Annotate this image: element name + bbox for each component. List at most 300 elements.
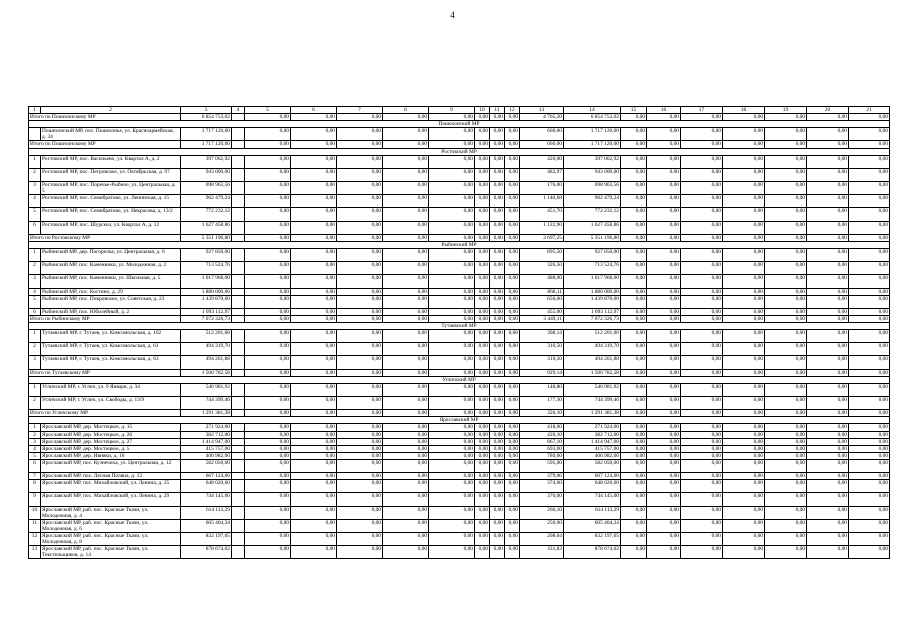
address-cell: Рыбинский МР, пос. Каменники, ул. Молодежная, д. 2 <box>41 262 181 275</box>
value-cell: 0,00 <box>621 397 647 410</box>
value-cell <box>232 315 245 322</box>
value-cell: 943 000,00 <box>564 168 621 181</box>
value-cell <box>232 155 245 168</box>
value-cell: 0,00 <box>337 288 383 295</box>
value-cell: 0,00 <box>475 315 490 322</box>
value-cell: 0,00 <box>723 438 765 445</box>
value-cell: 0,00 <box>621 519 647 532</box>
value-cell: 0,00 <box>337 383 383 396</box>
value-cell <box>232 128 245 141</box>
value-cell: 0,00 <box>245 330 291 343</box>
value-cell: 0,00 <box>681 343 723 356</box>
address-cell: Тутаевский МР, г. Тутаев, ул. Комсомольская, д. 102 <box>41 330 181 343</box>
address-cell: Ярославский МР, раб. пос. Красные Ткачи, ул. Молодежная, д. 4 <box>41 506 181 519</box>
value-cell: 0,00 <box>429 445 475 452</box>
value-cell: 0,00 <box>681 155 723 168</box>
value-cell: 595,00 <box>520 459 564 472</box>
value-cell: 0,00 <box>849 424 890 431</box>
address-cell: Угличский МР, г. Углич, ул. 9 Января, д. 34 <box>41 383 181 396</box>
value-cell: 0,00 <box>383 221 429 234</box>
address-cell: Ярославский МР, дер. Мостецкое, д. 15 <box>41 424 181 431</box>
value-cell: 660,00 <box>520 141 564 148</box>
value-cell: 0,00 <box>337 506 383 519</box>
value-cell: 0,00 <box>429 459 475 472</box>
value-cell: 1 500 782,58 <box>564 369 621 376</box>
value-cell: 0,00 <box>621 288 647 295</box>
value-cell: 0,00 <box>505 343 520 356</box>
value-cell: 0,00 <box>505 248 520 261</box>
address-cell: Ярославский МР, пос. Михайловский, ул. Ленина, д. 29 <box>41 493 181 506</box>
column-header: 20 <box>807 107 849 114</box>
value-cell: 0,00 <box>490 445 505 452</box>
value-cell: 0,00 <box>245 128 291 141</box>
value-cell: 0,00 <box>291 208 337 221</box>
value-cell: 0,00 <box>681 262 723 275</box>
address-cell: Ростовский МР, пос. Петровское, ул. Октябрьская, д. 97 <box>41 168 181 181</box>
value-cell: 176,00 <box>520 182 564 195</box>
row-index: 2 <box>29 397 41 410</box>
value-cell: 1 093 112,97 <box>181 308 232 315</box>
value-cell: 0,00 <box>337 208 383 221</box>
value-cell: 713 524,76 <box>564 262 621 275</box>
value-cell: 0,00 <box>429 221 475 234</box>
address-cell: Рыбинский МР, дер. Погорелка, ул. Центральная, д. 6 <box>41 248 181 261</box>
value-cell: 0,00 <box>765 356 807 369</box>
value-cell: 0,00 <box>429 397 475 410</box>
value-cell: 0,00 <box>621 248 647 261</box>
value-cell: 0,00 <box>723 248 765 261</box>
value-cell: 0,00 <box>765 128 807 141</box>
value-cell <box>232 424 245 431</box>
value-cell: 0,00 <box>291 248 337 261</box>
address-cell: Ярославский МР, пос. Кузнечиха, ул. Центральная, д. 12 <box>41 459 181 472</box>
value-cell: 0,00 <box>490 431 505 438</box>
value-cell: 0,00 <box>475 114 490 121</box>
value-cell: 1 140,68 <box>520 195 564 208</box>
value-cell: 0,00 <box>245 182 291 195</box>
value-cell: 0,00 <box>429 431 475 438</box>
value-cell: 0,00 <box>383 452 429 459</box>
value-cell: 0,00 <box>681 532 723 545</box>
value-cell: 0,00 <box>647 546 681 559</box>
value-cell: 0,00 <box>475 397 490 410</box>
value-cell: 0,00 <box>475 532 490 545</box>
value-cell: 0,00 <box>647 330 681 343</box>
value-cell: 0,00 <box>337 343 383 356</box>
value-cell: 0,00 <box>681 248 723 261</box>
value-cell: 0,00 <box>337 221 383 234</box>
value-cell: 0,00 <box>429 383 475 396</box>
value-cell: 1 717 120,00 <box>564 128 621 141</box>
value-cell: 0,00 <box>429 248 475 261</box>
value-cell: 0,00 <box>621 155 647 168</box>
value-cell <box>232 182 245 195</box>
column-header: 21 <box>849 107 890 114</box>
value-cell: 0,00 <box>291 155 337 168</box>
address-cell: Ярославский МР, дер. Ивняки, д. 16 <box>41 452 181 459</box>
value-cell: 0,00 <box>849 356 890 369</box>
value-cell: 0,00 <box>490 424 505 431</box>
value-cell: 0,00 <box>291 295 337 308</box>
value-cell: 0,00 <box>849 459 890 472</box>
address-cell: Ростовский МР, пос. Поречье-Рыбное, ул. Центральная, д. 5 <box>41 182 181 195</box>
value-cell: 0,00 <box>475 248 490 261</box>
value-cell: 0,00 <box>807 532 849 545</box>
value-cell: 0,00 <box>291 141 337 148</box>
value-cell: 0,00 <box>245 295 291 308</box>
value-cell: 0,00 <box>621 438 647 445</box>
value-cell <box>232 195 245 208</box>
value-cell: 0,00 <box>383 295 429 308</box>
value-cell: 0,00 <box>475 445 490 452</box>
value-cell: 0,00 <box>291 195 337 208</box>
value-cell: 0,00 <box>647 480 681 493</box>
value-cell: 0,00 <box>505 397 520 410</box>
value-cell: 0,00 <box>647 248 681 261</box>
value-cell <box>232 480 245 493</box>
value-cell: 929,14 <box>520 369 564 376</box>
value-cell: 1 627 458,86 <box>181 221 232 234</box>
value-cell: 0,00 <box>383 168 429 181</box>
value-cell: 0,00 <box>647 234 681 241</box>
value-cell: 0,00 <box>291 114 337 121</box>
value-cell: 0,00 <box>490 141 505 148</box>
address-cell: Угличский МР, г. Углич, ул. Свободы, д. 13/9 <box>41 397 181 410</box>
value-cell: 0,00 <box>490 295 505 308</box>
value-cell: 4 765,20 <box>520 114 564 121</box>
section-header-row <box>29 121 890 128</box>
value-cell: 0,00 <box>849 438 890 445</box>
value-cell: 0,00 <box>849 221 890 234</box>
value-cell: 0,00 <box>291 431 337 438</box>
value-cell: 0,00 <box>291 519 337 532</box>
value-cell: 0,00 <box>647 473 681 480</box>
value-cell: 177,30 <box>520 397 564 410</box>
column-header: 7 <box>337 107 383 114</box>
value-cell: 0,00 <box>621 315 647 322</box>
value-cell: 0,00 <box>621 330 647 343</box>
value-cell: 0,00 <box>849 445 890 452</box>
section-title: Пошехонский МР <box>29 121 890 128</box>
value-cell: 0,00 <box>291 168 337 181</box>
value-cell: 0,00 <box>429 155 475 168</box>
column-header: 17 <box>681 107 723 114</box>
value-cell: 0,00 <box>505 445 520 452</box>
value-cell: 0,00 <box>291 330 337 343</box>
value-cell: 0,00 <box>681 493 723 506</box>
column-number-row <box>29 107 890 114</box>
value-cell: 0,00 <box>337 128 383 141</box>
value-cell: 0,00 <box>505 288 520 295</box>
row-index: 4 <box>29 445 41 452</box>
value-cell: 0,00 <box>849 234 890 241</box>
value-cell <box>232 397 245 410</box>
value-cell: 0,00 <box>621 480 647 493</box>
value-cell: 0,00 <box>245 493 291 506</box>
value-cell: 250,00 <box>520 519 564 532</box>
value-cell: 0,00 <box>245 343 291 356</box>
value-cell: 512 201,00 <box>181 330 232 343</box>
value-cell: 0,00 <box>807 438 849 445</box>
value-cell: 0,00 <box>765 532 807 545</box>
value-cell: 0,00 <box>807 155 849 168</box>
value-cell: 0,00 <box>490 356 505 369</box>
value-cell: 0,00 <box>245 410 291 417</box>
value-cell: 0,00 <box>505 155 520 168</box>
value-cell: 0,00 <box>849 248 890 261</box>
value-cell: 0,00 <box>723 493 765 506</box>
value-cell: 6 854 753,02 <box>564 114 621 121</box>
value-cell: 0,00 <box>505 506 520 519</box>
value-cell: 0,00 <box>723 480 765 493</box>
value-cell: 0,00 <box>490 275 505 288</box>
table-row <box>29 275 890 288</box>
value-cell: 0,00 <box>383 308 429 315</box>
value-cell: 0,00 <box>807 195 849 208</box>
value-cell: 0,00 <box>765 343 807 356</box>
value-cell: 0,00 <box>429 532 475 545</box>
value-cell: 0,00 <box>383 506 429 519</box>
total-row <box>29 114 890 121</box>
value-cell: 832 197,05 <box>181 532 232 545</box>
value-cell: 0,00 <box>647 369 681 376</box>
value-cell: 415 757,00 <box>564 445 621 452</box>
value-cell: 0,00 <box>475 459 490 472</box>
value-cell: 0,00 <box>681 506 723 519</box>
value-cell: 0,00 <box>807 356 849 369</box>
column-header: 2 <box>41 107 181 114</box>
value-cell: 0,00 <box>383 459 429 472</box>
value-cell: 0,00 <box>291 288 337 295</box>
value-cell: 0,00 <box>505 182 520 195</box>
row-index: 1 <box>29 155 41 168</box>
value-cell: 0,00 <box>429 208 475 221</box>
value-cell: 0,00 <box>807 459 849 472</box>
value-cell: 0,00 <box>475 155 490 168</box>
value-cell: 3 449,11 <box>520 315 564 322</box>
value-cell: 0,00 <box>383 195 429 208</box>
value-cell <box>232 459 245 472</box>
value-cell: 420,00 <box>520 155 564 168</box>
value-cell: 0,00 <box>807 208 849 221</box>
value-cell: 0,00 <box>765 195 807 208</box>
value-cell: 0,00 <box>475 546 490 559</box>
table-row <box>29 128 890 141</box>
value-cell: 0,00 <box>849 168 890 181</box>
value-cell: 0,00 <box>807 424 849 431</box>
value-cell: 0,00 <box>621 452 647 459</box>
value-cell: 0,00 <box>681 308 723 315</box>
value-cell: 0,00 <box>475 452 490 459</box>
value-cell <box>232 532 245 545</box>
value-cell: 0,00 <box>245 383 291 396</box>
value-cell: 0,00 <box>723 155 765 168</box>
table-row <box>29 459 890 472</box>
value-cell: 0,00 <box>765 383 807 396</box>
value-cell: 0,00 <box>383 519 429 532</box>
table-row <box>29 248 890 261</box>
value-cell: 605 404,34 <box>564 519 621 532</box>
value-cell: 0,00 <box>490 473 505 480</box>
value-cell: 0,00 <box>723 114 765 121</box>
table-row <box>29 532 890 545</box>
value-cell: 0,00 <box>765 493 807 506</box>
value-cell: 0,00 <box>621 532 647 545</box>
value-cell: 0,00 <box>490 546 505 559</box>
value-cell: 0,00 <box>337 445 383 452</box>
value-cell: 0,00 <box>505 141 520 148</box>
value-cell: 0,00 <box>429 288 475 295</box>
value-cell: 0,00 <box>245 431 291 438</box>
value-cell: 0,00 <box>647 452 681 459</box>
value-cell: 0,00 <box>245 546 291 559</box>
value-cell: 0,00 <box>291 369 337 376</box>
value-cell: 0,00 <box>337 234 383 241</box>
value-cell: 0,00 <box>849 506 890 519</box>
table-row <box>29 195 890 208</box>
value-cell: 744 145,00 <box>564 493 621 506</box>
total-label: Итого по Рыбинскому МР <box>29 315 181 322</box>
value-cell: 0,00 <box>383 330 429 343</box>
value-cell: 370,00 <box>520 493 564 506</box>
value-cell: 0,00 <box>621 343 647 356</box>
value-cell: 0,00 <box>490 330 505 343</box>
value-cell: 0,00 <box>490 128 505 141</box>
value-cell: 0,00 <box>337 195 383 208</box>
value-cell: 0,00 <box>337 519 383 532</box>
address-cell: Рыбинский МР, пос. Костино, д. 29 <box>41 288 181 295</box>
column-header: 6 <box>291 107 337 114</box>
value-cell: 0,00 <box>723 275 765 288</box>
value-cell: 0,00 <box>807 506 849 519</box>
value-cell <box>232 168 245 181</box>
value-cell: 0,00 <box>475 383 490 396</box>
value-cell: 0,00 <box>849 480 890 493</box>
value-cell: 0,00 <box>723 330 765 343</box>
value-cell <box>232 308 245 315</box>
value-cell: 418,00 <box>520 424 564 431</box>
value-cell: 0,00 <box>849 182 890 195</box>
value-cell: 482,97 <box>520 168 564 181</box>
value-cell: 0,00 <box>291 473 337 480</box>
value-cell: 927 850,00 <box>181 248 232 261</box>
value-cell: 962 479,24 <box>564 195 621 208</box>
value-cell: 1 414 947,00 <box>181 438 232 445</box>
row-index: 10 <box>29 506 41 519</box>
total-row <box>29 315 890 322</box>
table-row <box>29 493 890 506</box>
value-cell: 0,00 <box>723 195 765 208</box>
value-cell: 5 351 196,80 <box>564 234 621 241</box>
value-cell: 0,00 <box>765 519 807 532</box>
value-cell: 0,00 <box>429 452 475 459</box>
value-cell: 744 145,00 <box>181 493 232 506</box>
value-cell: 0,00 <box>245 356 291 369</box>
value-cell: 895,50 <box>520 248 564 261</box>
value-cell: 0,00 <box>765 168 807 181</box>
value-cell: 0,00 <box>621 473 647 480</box>
value-cell: 0,00 <box>291 410 337 417</box>
value-cell <box>232 208 245 221</box>
value-cell: 0,00 <box>383 438 429 445</box>
value-cell: 0,00 <box>681 473 723 480</box>
value-cell: 1 717 120,00 <box>181 141 232 148</box>
table-row <box>29 343 890 356</box>
value-cell: 0,00 <box>681 114 723 121</box>
value-cell: 0,00 <box>383 182 429 195</box>
register-table <box>28 106 890 559</box>
value-cell: 0,00 <box>245 308 291 315</box>
value-cell: 0,00 <box>723 383 765 396</box>
value-cell: 0,00 <box>765 369 807 376</box>
value-cell: 0,00 <box>291 480 337 493</box>
value-cell: 1 880 000,00 <box>181 288 232 295</box>
value-cell: 0,00 <box>681 480 723 493</box>
value-cell: 0,00 <box>621 208 647 221</box>
section-header-row <box>29 241 890 248</box>
value-cell: 0,00 <box>849 473 890 480</box>
value-cell: 0,00 <box>647 182 681 195</box>
value-cell: 0,00 <box>383 431 429 438</box>
value-cell: 0,00 <box>245 397 291 410</box>
row-index: 1 <box>29 248 41 261</box>
row-index: 1 <box>29 383 41 396</box>
value-cell: 0,00 <box>429 546 475 559</box>
value-cell: 1 500 782,58 <box>181 369 232 376</box>
value-cell <box>232 295 245 308</box>
total-label: Итого по Пошехонскому МР <box>29 141 181 148</box>
row-index: 6 <box>29 459 41 472</box>
value-cell: 0,00 <box>807 519 849 532</box>
value-cell: 0,00 <box>383 397 429 410</box>
value-cell: 0,00 <box>849 295 890 308</box>
value-cell: 0,00 <box>475 141 490 148</box>
total-row <box>29 369 890 376</box>
value-cell: 271 924,00 <box>564 424 621 431</box>
value-cell: 0,00 <box>621 141 647 148</box>
value-cell: 0,00 <box>681 356 723 369</box>
value-cell: 0,00 <box>429 195 475 208</box>
row-index: 2 <box>29 168 41 181</box>
value-cell <box>232 452 245 459</box>
table-row <box>29 168 890 181</box>
value-cell: 0,00 <box>505 383 520 396</box>
value-cell: 0,00 <box>621 424 647 431</box>
value-cell: 0,00 <box>475 195 490 208</box>
value-cell: 0,00 <box>849 383 890 396</box>
value-cell: 0,00 <box>681 234 723 241</box>
value-cell: 0,00 <box>681 295 723 308</box>
value-cell: 0,00 <box>849 493 890 506</box>
value-cell: 415 757,00 <box>181 445 232 452</box>
value-cell: 0,00 <box>505 424 520 431</box>
value-cell: 0,00 <box>475 410 490 417</box>
value-cell: 0,00 <box>849 315 890 322</box>
table-row <box>29 356 890 369</box>
value-cell: 0,00 <box>647 383 681 396</box>
value-cell: 0,00 <box>490 519 505 532</box>
value-cell: 0,00 <box>383 114 429 121</box>
value-cell: 0,00 <box>337 410 383 417</box>
value-cell: 0,00 <box>490 506 505 519</box>
value-cell: 0,00 <box>807 141 849 148</box>
row-index: 5 <box>29 295 41 308</box>
row-index: 3 <box>29 438 41 445</box>
value-cell: 0,00 <box>475 356 490 369</box>
value-cell: 0,00 <box>621 275 647 288</box>
section-title: Угличский МР <box>29 376 890 383</box>
value-cell: 0,00 <box>291 128 337 141</box>
